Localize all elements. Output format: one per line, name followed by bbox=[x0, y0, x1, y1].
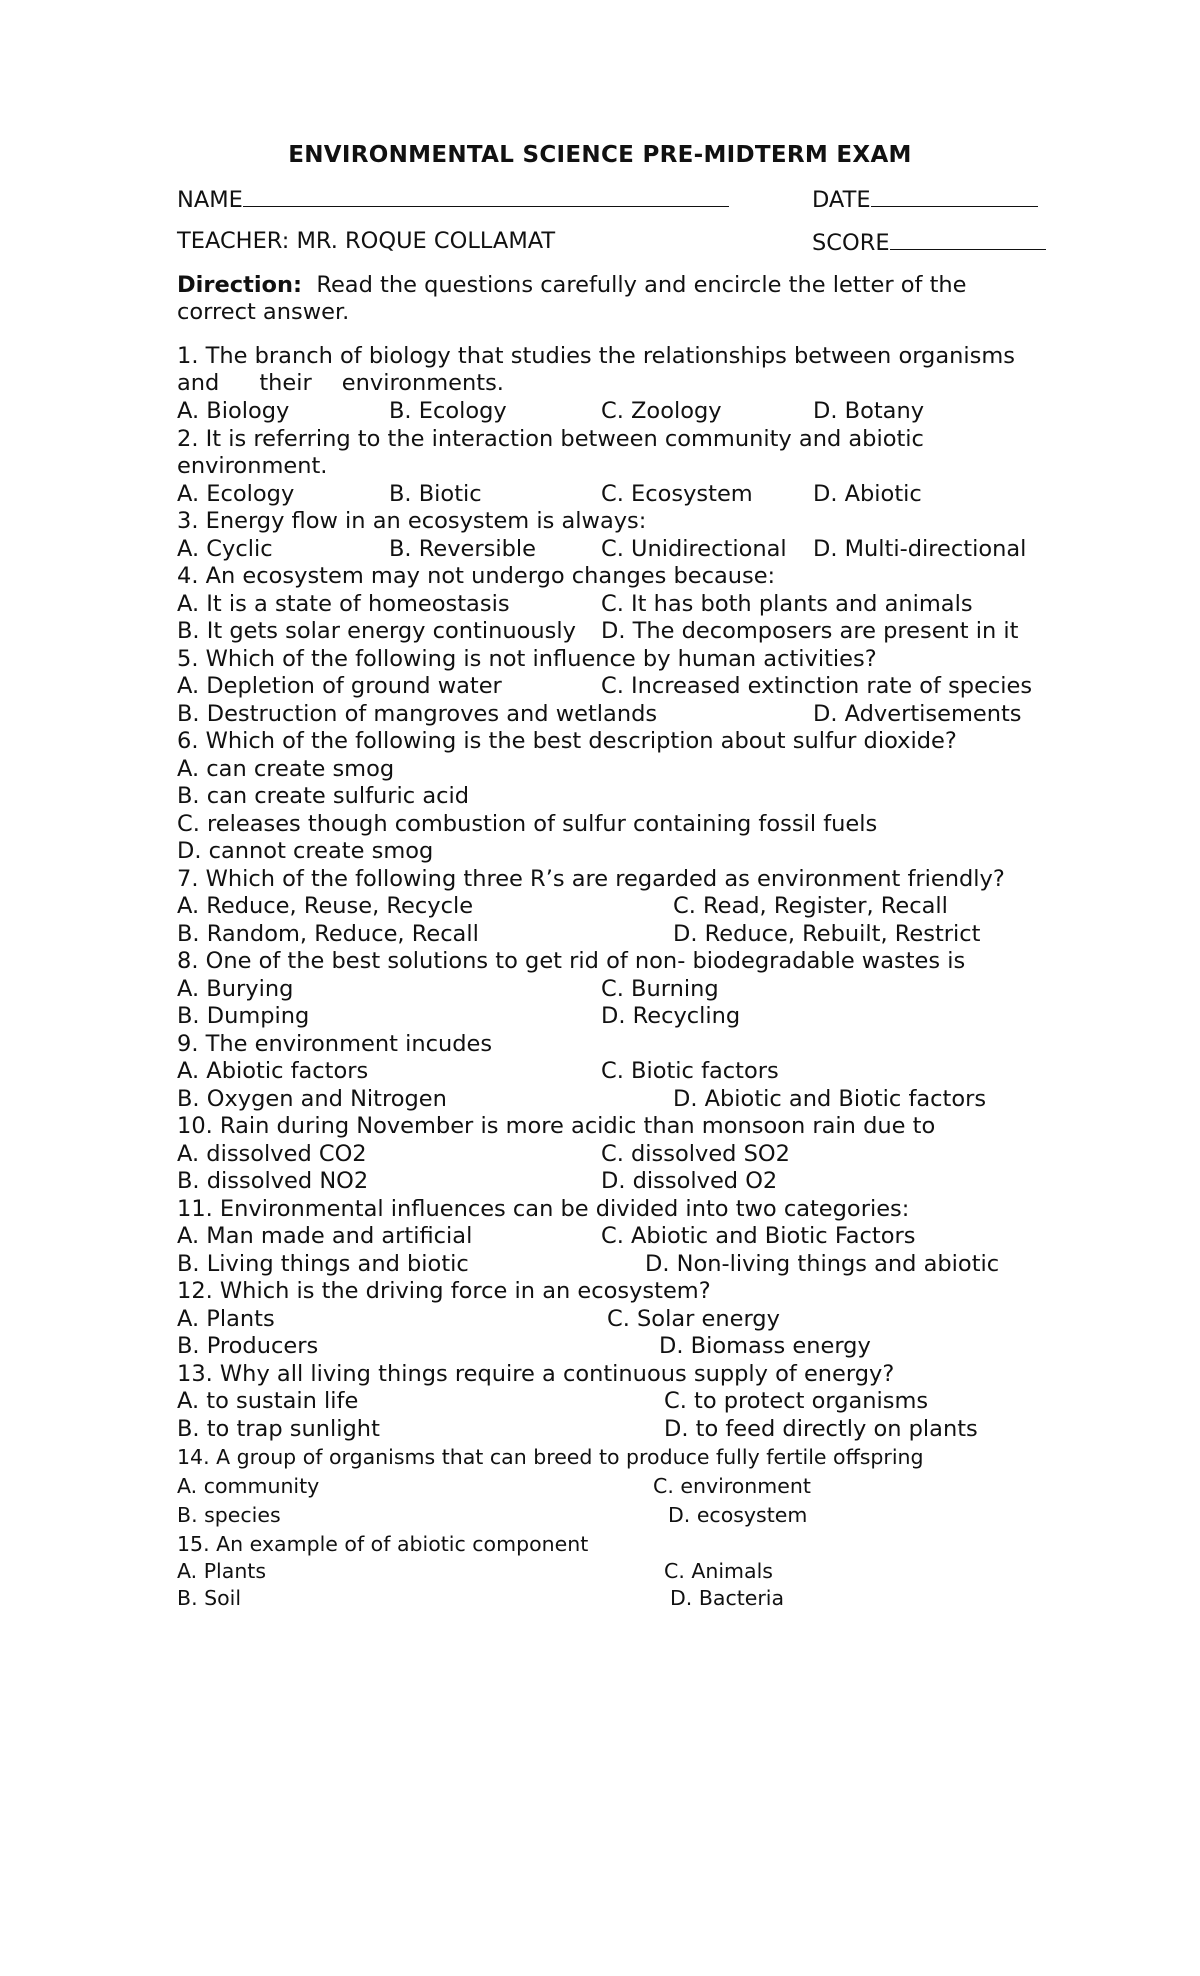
option: B. Oxygen and Nitrogen bbox=[177, 1086, 447, 1112]
option: A. can create smog bbox=[177, 756, 395, 782]
question-14: 14. A group of organisms that can breed to produce fully fertile offspring bbox=[177, 1445, 924, 1469]
option: B. Soil bbox=[177, 1586, 242, 1610]
option: D. Multi-directional bbox=[813, 536, 1027, 562]
option: A. community bbox=[177, 1474, 320, 1498]
option: D. dissolved O2 bbox=[601, 1168, 778, 1194]
teacher-label: TEACHER: MR. ROQUE COLLAMAT bbox=[177, 228, 556, 254]
direction-label: Direction: bbox=[177, 272, 303, 298]
option: A. Biology bbox=[177, 398, 290, 424]
option: C. Unidirectional bbox=[601, 536, 787, 562]
option: D. Advertisements bbox=[813, 701, 1022, 727]
option: B. dissolved NO2 bbox=[177, 1168, 369, 1194]
question-12: 12. Which is the driving force in an ecosystem? bbox=[177, 1278, 711, 1304]
option: D. to feed directly on plants bbox=[664, 1416, 978, 1442]
option: B. Producers bbox=[177, 1333, 319, 1359]
option: D. The decomposers are present in it bbox=[601, 618, 1019, 644]
option: A. Depletion of ground water bbox=[177, 673, 502, 699]
option: A. Reduce, Reuse, Recycle bbox=[177, 893, 474, 919]
option: D. Abiotic and Biotic factors bbox=[673, 1086, 987, 1112]
option: C. Increased extinction rate of species bbox=[601, 673, 1033, 699]
option: C. Burning bbox=[601, 976, 719, 1002]
option: A. Abiotic factors bbox=[177, 1058, 369, 1084]
date-field bbox=[812, 184, 1038, 214]
option: C. dissolved SO2 bbox=[601, 1141, 790, 1167]
option: B. Living things and biotic bbox=[177, 1251, 469, 1277]
option: D. Recycling bbox=[601, 1003, 741, 1029]
question-10: 10. Rain during November is more acidic than monsoon rain due to bbox=[177, 1113, 936, 1139]
question-13: 13. Why all living things require a continuous supply of energy? bbox=[177, 1361, 895, 1387]
score-blank bbox=[890, 227, 1046, 250]
question-text-part: their bbox=[259, 370, 312, 396]
date-blank bbox=[871, 184, 1038, 207]
option: B. Reversible bbox=[389, 536, 536, 562]
option: D. Non-living things and abiotic bbox=[645, 1251, 1000, 1277]
question-7: 7. Which of the following three R’s are regarded as environment friendly? bbox=[177, 866, 1005, 892]
option: A. It is a state of homeostasis bbox=[177, 591, 510, 617]
page-title: ENVIRONMENTAL SCIENCE PRE-MIDTERM EXAM bbox=[288, 142, 912, 168]
option: C. to protect organisms bbox=[664, 1388, 929, 1414]
option: A. Cyclic bbox=[177, 536, 273, 562]
direction-line-1 bbox=[177, 271, 967, 299]
option: C. releases though combustion of sulfur containing fossil fuels bbox=[177, 811, 878, 837]
option: C. Ecosystem bbox=[601, 481, 753, 507]
option: D. Abiotic bbox=[813, 481, 922, 507]
name-label: NAME bbox=[177, 187, 243, 213]
name-blank bbox=[243, 184, 729, 207]
question-text-part: environments. bbox=[341, 370, 504, 396]
question-15: 15. An example of of abiotic component bbox=[177, 1532, 589, 1556]
option: C. Biotic factors bbox=[601, 1058, 779, 1084]
option: D. Biomass energy bbox=[659, 1333, 871, 1359]
question-1: 1. The branch of biology that studies the relationships between organisms bbox=[177, 343, 1016, 369]
option: B. to trap sunlight bbox=[177, 1416, 380, 1442]
option: B. Destruction of mangroves and wetlands bbox=[177, 701, 658, 727]
option: C. It has both plants and animals bbox=[601, 591, 973, 617]
option: A. dissolved CO2 bbox=[177, 1141, 367, 1167]
question-8: 8. One of the best solutions to get rid of non- biodegradable wastes is bbox=[177, 948, 966, 974]
direction-line-2: correct answer. bbox=[177, 299, 350, 325]
name-field bbox=[177, 184, 729, 214]
option: D. ecosystem bbox=[668, 1503, 808, 1527]
option: C. Solar energy bbox=[607, 1306, 780, 1332]
question-2-line-2: environment. bbox=[177, 453, 328, 479]
option: C. Zoology bbox=[601, 398, 722, 424]
option: B. species bbox=[177, 1503, 281, 1527]
option: B. Random, Reduce, Recall bbox=[177, 921, 479, 947]
question-text-part: and bbox=[177, 370, 220, 396]
option: D. cannot create smog bbox=[177, 838, 434, 864]
option: C. environment bbox=[653, 1474, 811, 1498]
question-9: 9. The environment incudes bbox=[177, 1031, 493, 1057]
option: A. Plants bbox=[177, 1559, 267, 1583]
question-6: 6. Which of the following is the best description about sulfur dioxide? bbox=[177, 728, 957, 754]
option: C. Animals bbox=[664, 1559, 773, 1583]
option: B. Biotic bbox=[389, 481, 482, 507]
option: D. Bacteria bbox=[670, 1586, 785, 1610]
option: B. Ecology bbox=[389, 398, 507, 424]
direction-text: Read the questions carefully and encircle the letter of the bbox=[316, 272, 967, 298]
option: B. Dumping bbox=[177, 1003, 310, 1029]
option: A. Ecology bbox=[177, 481, 295, 507]
option: D. Reduce, Rebuilt, Restrict bbox=[673, 921, 981, 947]
option: A. Burying bbox=[177, 976, 294, 1002]
option: D. Botany bbox=[813, 398, 925, 424]
option: A. Man made and artificial bbox=[177, 1223, 473, 1249]
option: B. can create sulfuric acid bbox=[177, 783, 470, 809]
question-5: 5. Which of the following is not influence by human activities? bbox=[177, 646, 877, 672]
option: C. Read, Register, Recall bbox=[673, 893, 948, 919]
option: C. Abiotic and Biotic Factors bbox=[601, 1223, 916, 1249]
option: A. to sustain life bbox=[177, 1388, 359, 1414]
option: A. Plants bbox=[177, 1306, 275, 1332]
question-3: 3. Energy flow in an ecosystem is always: bbox=[177, 508, 647, 534]
option: B. It gets solar energy continuously bbox=[177, 618, 576, 644]
date-label: DATE bbox=[812, 187, 871, 213]
question-11: 11. Environmental influences can be divided into two categories: bbox=[177, 1196, 910, 1222]
score-label: SCORE bbox=[812, 230, 890, 256]
score-field bbox=[812, 227, 1046, 257]
question-2: 2. It is referring to the interaction between community and abiotic bbox=[177, 426, 924, 452]
question-4: 4. An ecosystem may not undergo changes because: bbox=[177, 563, 776, 589]
question-1-line-2 bbox=[177, 369, 504, 397]
